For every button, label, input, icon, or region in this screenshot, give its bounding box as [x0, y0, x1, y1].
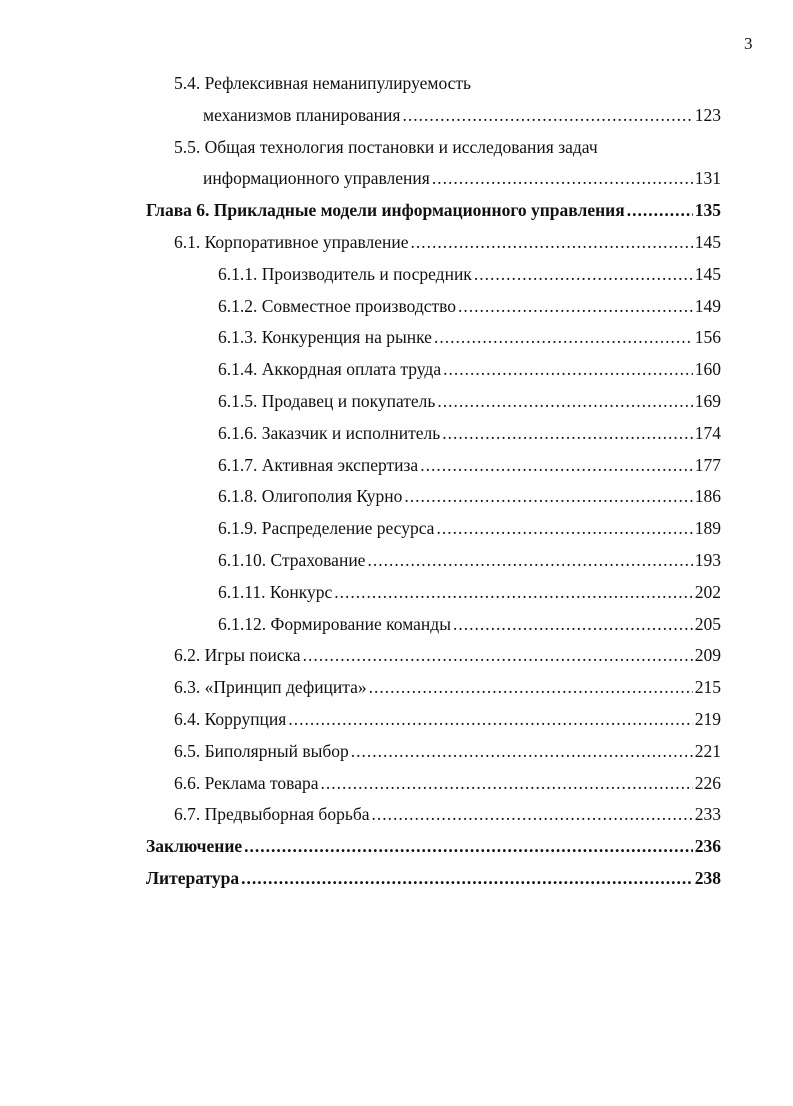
- toc-page: 215: [694, 677, 721, 698]
- toc-entry-5-5-line1: [0, 133, 793, 165]
- dot-leader: [436, 518, 692, 539]
- toc-page: 193: [694, 549, 721, 570]
- toc-page: 145: [694, 231, 721, 252]
- toc-title: 6.4. Коррупция: [174, 708, 287, 729]
- dot-leader: [402, 105, 692, 126]
- dot-leader: [244, 836, 693, 857]
- table-of-contents: [0, 69, 793, 896]
- toc-page: 131: [694, 168, 721, 189]
- toc-entry-6-1-8: [0, 482, 793, 514]
- dot-leader: [367, 550, 692, 571]
- toc-title: 5.5. Общая технология постановки и исследования задач: [174, 136, 598, 157]
- toc-page: 221: [694, 740, 721, 761]
- dot-leader: [369, 677, 693, 698]
- toc-entry-6-1-12: [0, 610, 793, 642]
- toc-page: 219: [694, 708, 721, 729]
- dot-leader: [241, 868, 693, 889]
- dot-leader: [303, 645, 693, 666]
- dot-leader: [372, 804, 693, 825]
- toc-title: 6.1.2. Совместное производство: [218, 295, 457, 316]
- toc-entry-6-1-1: [0, 260, 793, 292]
- dot-leader: [351, 741, 693, 762]
- toc-entry-6-3: [0, 673, 793, 705]
- toc-page: 186: [694, 486, 721, 507]
- toc-page: 123: [694, 104, 721, 125]
- dot-leader: [404, 486, 692, 507]
- dot-leader: [453, 614, 693, 635]
- toc-title: механизмов планирования: [203, 104, 401, 125]
- toc-title: 6.1.6. Заказчик и исполнитель: [218, 422, 441, 443]
- toc-title: 6.1.4. Аккордная оплата труда: [218, 359, 442, 380]
- toc-entry-6-1-11: [0, 578, 793, 610]
- toc-page: 233: [694, 804, 721, 825]
- toc-page: 160: [694, 359, 721, 380]
- toc-page: 238: [694, 867, 721, 888]
- dot-leader: [320, 773, 692, 794]
- toc-entry-6-1-2: [0, 292, 793, 324]
- dot-leader: [442, 423, 693, 444]
- dot-leader: [420, 455, 693, 476]
- toc-title: 6.3. «Принцип дефицита»: [174, 677, 367, 698]
- toc-title: 6.1.1. Производитель и посредник: [218, 263, 472, 284]
- toc-page: 177: [694, 454, 721, 475]
- toc-title: информационного управления: [203, 168, 430, 189]
- dot-leader: [432, 168, 693, 189]
- toc-entry-6-1: [0, 228, 793, 260]
- toc-page: 236: [694, 836, 721, 857]
- toc-title: 6.1.5. Продавец и покупатель: [218, 390, 436, 411]
- toc-entry-5-4-line1: [0, 69, 793, 101]
- toc-page: 189: [694, 518, 721, 539]
- toc-title: 6.1.3. Конкуренция на рынке: [218, 327, 432, 348]
- toc-entry-6-1-6: [0, 419, 793, 451]
- dot-leader: [288, 709, 692, 730]
- toc-page: 169: [694, 390, 721, 411]
- toc-title: Заключение: [146, 836, 243, 857]
- toc-entry-6-6: [0, 769, 793, 801]
- toc-page: 202: [694, 581, 721, 602]
- toc-entry-conclusion: [0, 832, 793, 864]
- toc-title: 6.2. Игры поиска: [174, 645, 301, 666]
- dot-leader: [334, 582, 692, 603]
- toc-page: 156: [694, 327, 721, 348]
- toc-title: Глава 6. Прикладные модели информационного управления: [146, 200, 625, 221]
- toc-page: 209: [694, 645, 721, 666]
- toc-title: Литература: [146, 867, 240, 888]
- dot-leader: [474, 264, 693, 285]
- toc-entry-6-1-9: [0, 514, 793, 546]
- toc-entry-6-2: [0, 641, 793, 673]
- toc-entry-chapter-6: [0, 196, 793, 228]
- dot-leader: [458, 296, 693, 317]
- toc-entry-6-1-5: [0, 387, 793, 419]
- page-number: 3: [744, 34, 753, 53]
- toc-title: 6.1.10. Страхование: [218, 549, 366, 570]
- toc-entry-6-4: [0, 705, 793, 737]
- toc-title: 6.1. Корпоративное управление: [174, 231, 409, 252]
- toc-title: 6.6. Реклама товара: [174, 772, 319, 793]
- toc-entry-5-5: [0, 164, 793, 196]
- toc-entry-6-7: [0, 800, 793, 832]
- toc-title: 6.1.9. Распределение ресурса: [218, 518, 435, 539]
- toc-entry-6-5: [0, 737, 793, 769]
- toc-page: 174: [694, 422, 721, 443]
- toc-entry-literature: [0, 864, 793, 896]
- toc-page: 135: [694, 200, 721, 221]
- toc-title: 6.1.7. Активная экспертиза: [218, 454, 419, 475]
- toc-title: 5.4. Рефлексивная неманипулируемость: [174, 73, 472, 93]
- toc-title: 6.1.11. Конкурс: [218, 581, 333, 602]
- dot-leader: [437, 391, 692, 412]
- dot-leader: [434, 327, 693, 348]
- toc-title: 6.7. Предвыборная борьба: [174, 804, 370, 825]
- dot-leader: [627, 200, 693, 221]
- toc-page: 226: [694, 772, 721, 793]
- toc-entry-6-1-10: [0, 546, 793, 578]
- toc-page: 149: [694, 295, 721, 316]
- toc-title: 6.1.8. Олигополия Курно: [218, 486, 403, 507]
- dot-leader: [411, 232, 693, 253]
- toc-entry-6-1-4: [0, 355, 793, 387]
- toc-entry-6-1-7: [0, 451, 793, 483]
- toc-entry-6-1-3: [0, 323, 793, 355]
- toc-page: 205: [694, 613, 721, 634]
- toc-entry-5-4: [0, 101, 793, 133]
- dot-leader: [443, 359, 693, 380]
- toc-title: 6.1.12. Формирование команды: [218, 613, 451, 634]
- toc-page: 145: [694, 263, 721, 284]
- toc-title: 6.5. Биполярный выбор: [174, 740, 349, 761]
